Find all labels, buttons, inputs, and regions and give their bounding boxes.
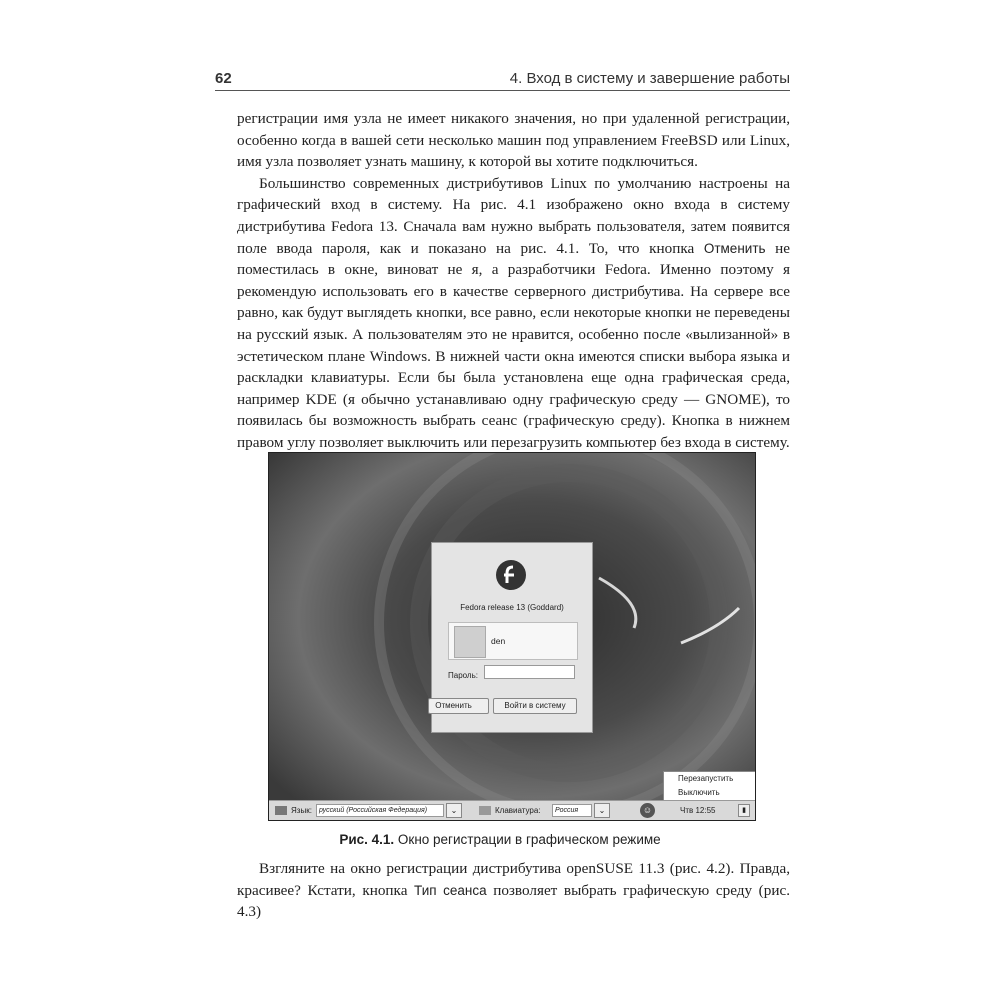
session-keyword: Тип сеанса	[414, 882, 487, 898]
password-input[interactable]	[484, 665, 575, 679]
release-label: Fedora release 13 (Goddard)	[460, 603, 564, 612]
login-screenshot	[268, 452, 756, 821]
paragraph-1: регистрации имя узла не имеет никакого значения, но при удаленной регистрации, особенно когда в вашей сети несколько машин под управлением FreeBSD или Linux, имя узла позволяет узнать машину, к которой вы хотите подключиться.	[237, 110, 790, 171]
user-entry[interactable]	[448, 622, 578, 660]
language-select[interactable]: русский (Российская Федерация)	[316, 804, 444, 817]
keyboard-dropdown-button[interactable]: ⌄	[594, 803, 610, 818]
user-name: den	[491, 636, 506, 646]
menu-item-shutdown[interactable]: Выключить	[678, 788, 720, 797]
keyboard-icon	[479, 806, 491, 815]
caption-text: Окно регистрации в графическом режиме	[394, 832, 661, 847]
chapter-title: 4. Вход в систему и завершение работы	[509, 70, 790, 87]
cancel-button[interactable]: Отменить	[428, 698, 489, 714]
keyboard-select[interactable]: Россия	[552, 804, 592, 817]
accessibility-icon[interactable]: ☺	[640, 803, 655, 818]
cancel-keyword: Отменить	[703, 240, 766, 256]
taskbar	[269, 800, 755, 821]
paragraph-3-text-b: позволяет выбрать графическую среду (рис. 4.3)	[237, 881, 790, 921]
paragraph-2-text-b: не поместилась в окне, виноват не я, а разработчики Fedora. Именно поэтому я рекомендую использовать его в качестве серверного дистрибутива. На сервере все равно, как будут выглядеть кнопки, все равно, если некоторые кнопки не переведены на русский язык. А пользователям это не нравится, особенно после «вылизанной» в эстетическом плане Windows. В нижней части окна имеются списки выбора языка и раскладки клавиатуры. Если бы была установлена еще одна графическая среда, например KDE (я обычно устанавливаю одну графическую среду — GNOME), то появилась бы возможность выбрать сеанс (графическую среду). Кнопка в нижнем правом углу позволяет выключить или перезагрузить компьютер без входа в систему.	[237, 239, 791, 451]
figure-caption	[0, 832, 1000, 847]
avatar	[454, 626, 486, 658]
language-label: Язык:	[291, 806, 312, 815]
paragraph-2-text-a: Большинство современных дистрибутивов Linux по умолчанию настроены на графический вход в систему. На рис. 4.1 изображено окно входа в систему дистрибутива Fedora 13. Сначала вам нужно выбрать пользователя, затем появится поле ввода пароля, как и показано на рис. 4.1. То, что кнопка	[237, 174, 790, 257]
paragraph-3-text-a: Взгляните на окно регистрации дистрибутива openSUSE 11.3 (рис. 4.2). Правда, красивее? Кстати, кнопка	[237, 860, 790, 899]
paragraph-3	[237, 858, 790, 923]
language-flag-icon	[275, 806, 287, 815]
password-label: Пароль:	[448, 671, 478, 680]
paragraph-2	[237, 173, 790, 454]
body-text	[237, 108, 790, 454]
power-menu	[663, 771, 756, 803]
page-header	[215, 70, 790, 91]
page-number: 62	[215, 70, 232, 87]
menu-item-restart[interactable]: Перезапустить	[678, 774, 734, 783]
body-text-bottom	[237, 858, 790, 923]
power-button[interactable]: ▮	[738, 804, 750, 817]
fedora-logo-icon	[495, 559, 527, 591]
login-dialog	[431, 542, 593, 733]
keyboard-label: Клавиатура:	[495, 806, 541, 815]
clock: Чтв 12:55	[680, 806, 716, 815]
login-button[interactable]: Войти в систему	[493, 698, 577, 714]
language-dropdown-button[interactable]: ⌄	[446, 803, 462, 818]
caption-number: Рис. 4.1.	[339, 832, 395, 847]
